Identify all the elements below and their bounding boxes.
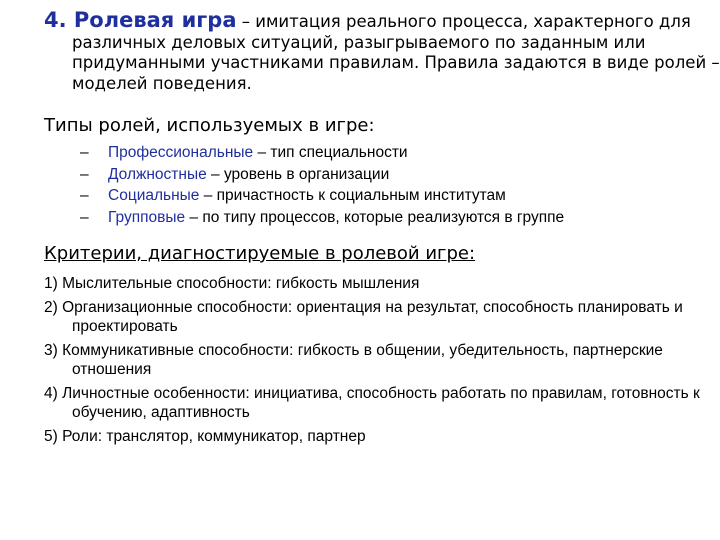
- list-item: [80, 207, 564, 229]
- list-item: [80, 164, 564, 186]
- role-type-term: Должностные: [108, 165, 207, 183]
- intro-text: – имитация реального процесса, характерного для различных деловых ситуаций, разыгрываемого по заданным или придуманными участниками правилам. Правила задаются в виде ролей – моделей поведения.: [72, 12, 720, 93]
- dash-bullet: –: [80, 187, 89, 204]
- criteria-item: 2) Организационные способности: ориентация на результат, способность планировать и проектировать: [44, 299, 683, 335]
- dash-bullet: –: [80, 165, 89, 183]
- criteria-item: 5) Роли: транслятор, коммуникатор, партнер: [44, 428, 366, 445]
- role-type-term: Групповые: [108, 208, 186, 226]
- dash-bullet: –: [80, 208, 89, 226]
- role-type-desc: – тип специальности: [253, 144, 408, 161]
- criteria-heading: Критерии, диагностируемые в ролевой игре:: [44, 243, 476, 264]
- intro-paragraph: [44, 10, 720, 94]
- role-type-desc: – уровень в организации: [206, 165, 390, 183]
- role-type-term: Профессиональные: [108, 144, 254, 161]
- role-types-list: [80, 142, 564, 228]
- role-types-heading: Типы ролей, используемых в игре:: [44, 115, 375, 136]
- criteria-list: [44, 274, 704, 451]
- criteria-item: 1) Мыслительные способности: гибкость мышления: [44, 275, 420, 292]
- dash-bullet: –: [80, 144, 89, 161]
- section-title: 4. Ролевая игра: [44, 8, 237, 32]
- criteria-item: 4) Личностные особенности: инициатива, способность работать по правилам, готовность к обучению, адаптивность: [44, 385, 700, 421]
- role-type-desc: – причастность к социальным институтам: [199, 187, 506, 204]
- list-item: [80, 142, 564, 164]
- role-type-desc: – по типу процессов, которые реализуются в группе: [185, 208, 565, 226]
- criteria-item: 3) Коммуникативные способности: гибкость в общении, убедительность, партнерские отношения: [44, 342, 663, 378]
- list-item: [80, 185, 564, 207]
- role-type-term: Социальные: [108, 187, 200, 204]
